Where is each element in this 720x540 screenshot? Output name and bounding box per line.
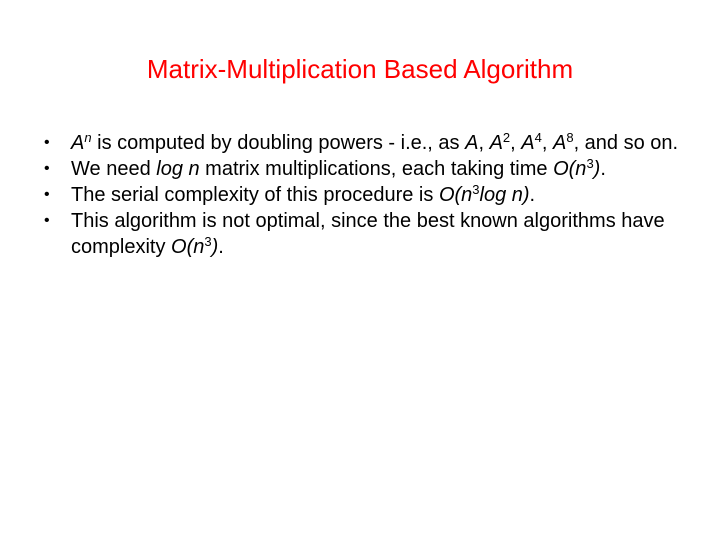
bullet-item [44,208,684,260]
bullet-text-run: A [489,132,503,154]
bullet-text-run: . [529,184,536,206]
bullet-text-run: ) [593,158,601,180]
bullet-text [71,158,606,180]
bullet-list [44,130,684,260]
bullet-text-run: matrix multiplications, each taking time [199,158,554,180]
bullet-text-run: We need [71,158,157,180]
bullet-text-run: is computed by doubling powers - i.e., as [91,132,466,154]
bullet-text-run: 8 [566,130,574,145]
bullet-text [71,210,665,258]
bullet-marker: • [44,186,50,203]
bullet-text-run: , [541,132,553,154]
bullet-text-run: O(n [171,236,205,258]
bullet-marker: • [44,212,50,229]
bullet-text-run: , [478,132,490,154]
bullet-text [71,184,535,206]
bullet-text-run: n [84,130,92,145]
bullet-text-run: 2 [502,130,511,145]
bullet-item [44,156,684,182]
bullet-text-run: ) [211,236,219,258]
bullet-text-run: , and so on. [573,132,679,154]
bullet-text-run: The serial complexity of this procedure is [71,184,439,206]
bullet-text-run: 3 [472,182,480,197]
bullet-text-run: log n) [479,184,530,206]
bullet-text-run: A [71,132,85,154]
bullet-text-run: This algorithm is not optimal, since the best known algorithms have complexity [71,210,665,258]
bullet-item [44,182,684,208]
bullet-text [71,132,678,154]
bullet-marker: • [44,160,50,177]
bullet-text-run: A [552,132,567,154]
bullet-text-run: A [465,132,479,154]
bullet-text-run: log n [156,158,200,180]
bullet-text-run: 4 [534,130,542,145]
bullet-text-run: O(n [553,158,587,180]
bullet-marker: • [44,134,50,151]
slide-title: Matrix-Multiplication Based Algorithm [146,54,574,84]
bullet-text-run: A [521,132,535,154]
bullet-text-run: . [218,236,224,258]
bullet-text-run: 3 [204,234,212,249]
bullet-item [44,130,684,156]
bullet-text-run: . [600,158,606,180]
bullet-text-run: , [510,132,522,154]
bullet-text-run: 3 [586,156,594,171]
bullet-text-run: O(n [438,184,473,206]
